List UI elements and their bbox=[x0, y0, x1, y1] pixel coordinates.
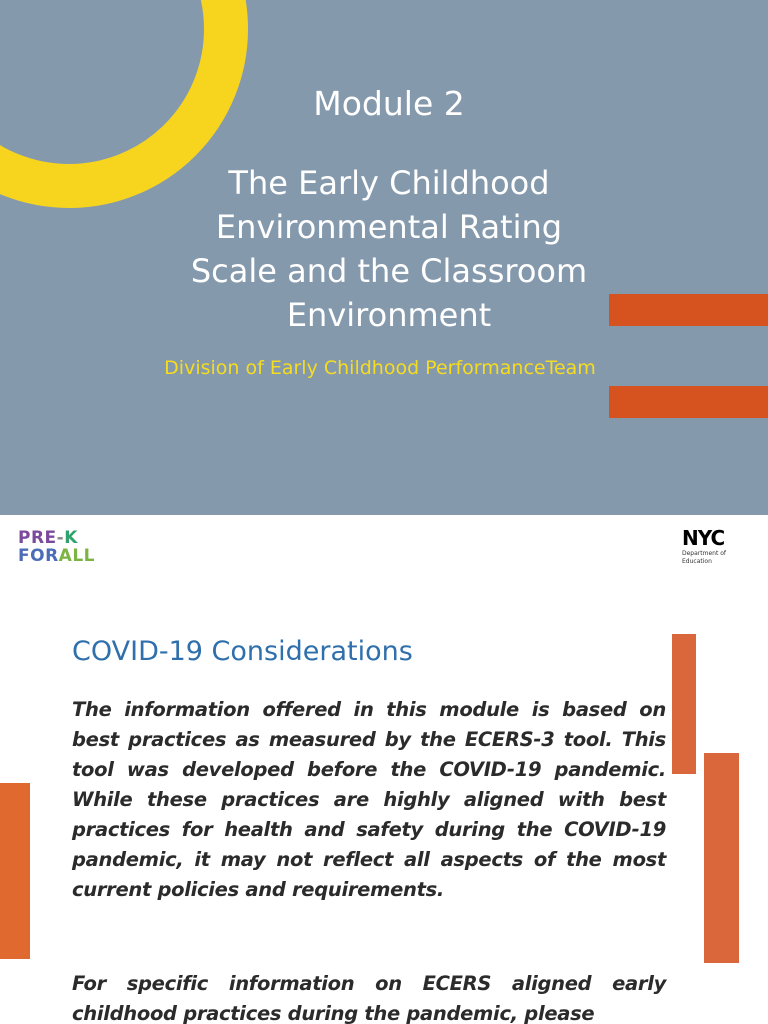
prek-logo-line1 bbox=[18, 529, 95, 547]
title-line: Environment bbox=[286, 296, 492, 334]
orange-bar-decoration-bottom bbox=[609, 386, 768, 418]
prek-logo-dash: - bbox=[56, 528, 65, 548]
title-line: The Early Childhood bbox=[228, 164, 550, 202]
nyc-mark: NYC bbox=[682, 526, 725, 550]
covid-slide bbox=[0, 585, 768, 1024]
nyc-dept-line1: Department of bbox=[682, 550, 726, 557]
title-line: Scale and the Classroom bbox=[190, 252, 588, 290]
logo-strip bbox=[0, 515, 768, 585]
orange-bar-decoration-left bbox=[0, 783, 30, 959]
covid-paragraph-1: The information offered in this module is based on best practices as measured by the ECERS-3 tool. This tool was developed before the COVID-19 pandemic. While these practices are highly aligned with best practices for health and safety during the COVID-19 pandemic, it may not reflect all aspects of the most current policies and requirements. bbox=[72, 698, 666, 901]
covid-paragraph-2: For specific information on ECERS aligned early childhood practices during the pandemic, please bbox=[72, 972, 666, 1024]
prek-logo-pre: PRE bbox=[18, 528, 57, 548]
prek-logo-line2 bbox=[18, 547, 95, 565]
orange-bar-decoration-right-2 bbox=[704, 753, 739, 963]
module-label: Module 2 bbox=[313, 84, 465, 123]
prek-logo-for: FOR bbox=[18, 546, 59, 566]
slide-title bbox=[150, 161, 628, 337]
orange-bar-decoration-right-1 bbox=[672, 634, 696, 774]
slide-subtitle: Division of Early Childhood PerformanceTeam bbox=[164, 357, 596, 379]
prek-logo-k: K bbox=[64, 528, 78, 548]
prek-for-all-logo bbox=[18, 529, 95, 565]
nyc-doe-logo bbox=[682, 527, 746, 565]
covid-heading: COVID-19 Considerations bbox=[72, 636, 413, 667]
title-block bbox=[150, 82, 628, 337]
title-line: Environmental Rating bbox=[215, 208, 563, 246]
orange-bar-decoration-top bbox=[609, 294, 768, 326]
nyc-dept-line2: Education bbox=[682, 558, 712, 565]
prek-logo-all: ALL bbox=[58, 546, 95, 566]
